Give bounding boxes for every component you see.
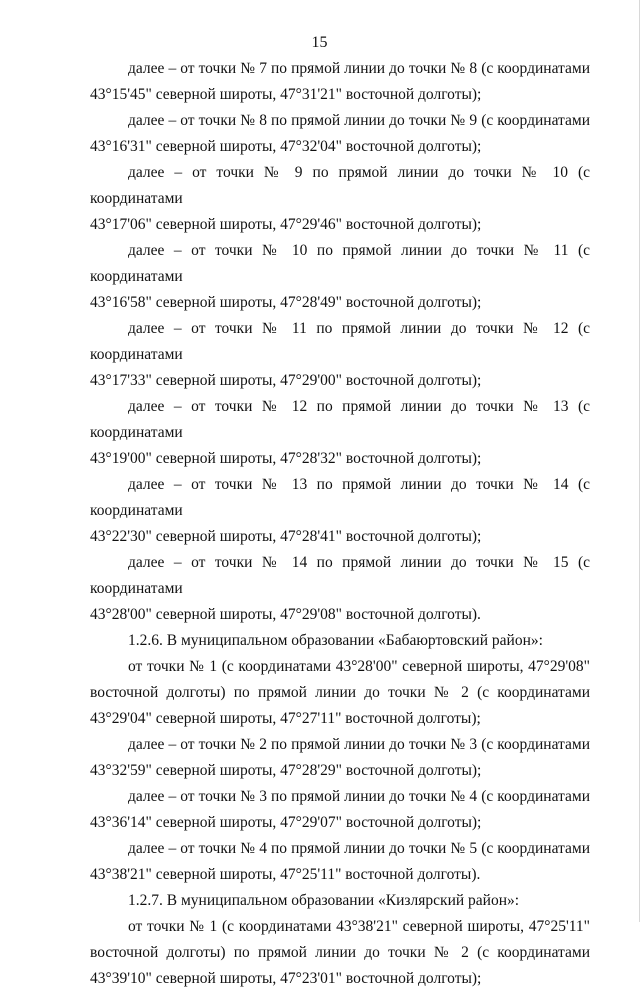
paragraph-line: далее – от точки № 10 по прямой линии до точки № 11 (с координатами: [90, 242, 590, 285]
paragraph-line: далее – от точки № 9 по прямой линии до точки № 10 (с координатами: [90, 164, 590, 207]
section-heading: 1.2.6. В муниципальном образовании «Бабаюртовский район»:: [128, 632, 543, 649]
paragraph: [90, 316, 590, 394]
paragraph-line: далее – от точки № 7 по прямой линии до точки № 8 (с координатами: [128, 60, 590, 77]
paragraph-line: далее – от точки № 2 по прямой линии до точки № 3 (с координатами: [128, 736, 590, 753]
paragraph-line: от точки № 1 (с координатами 43°28'00" северной широты, 47°29'08": [128, 658, 590, 675]
paragraph: [90, 784, 590, 836]
paragraph-line: от точки № 1 (с координатами 43°38'21" северной широты, 47°25'11": [128, 918, 590, 935]
paragraph-line: далее – от точки № 8 по прямой линии до точки № 9 (с координатами: [128, 112, 590, 129]
paragraph-line: 43°32'59" северной широты, 47°28'29" восточной долготы);: [90, 762, 482, 779]
paragraph: [90, 732, 590, 784]
paragraph: [90, 914, 590, 992]
paragraph: [90, 472, 590, 550]
paragraph-line: далее – от точки № 14 по прямой линии до точки № 15 (с координатами: [90, 554, 590, 597]
paragraph-line: 43°17'33" северной широты, 47°29'00" восточной долготы);: [90, 372, 482, 389]
paragraph: [90, 836, 590, 888]
paragraph-line: 43°29'04" северной широты, 47°27'11" восточной долготы);: [90, 710, 481, 727]
paragraph: [90, 550, 590, 628]
paragraph-line: далее – от точки № 4 по прямой линии до точки № 5 (с координатами: [128, 840, 590, 857]
paragraph-line: далее – от точки № 13 по прямой линии до точки № 14 (с координатами: [90, 476, 590, 519]
paragraph-line: 43°28'00" северной широты, 47°29'08" восточной долготы).: [90, 606, 481, 623]
paragraph-line: восточной долготы) по прямой линии до точки № 2 (с координатами: [90, 944, 590, 961]
paragraph: [90, 160, 590, 238]
paragraph: [90, 654, 590, 732]
paragraph: [90, 238, 590, 316]
paragraph-line: 43°19'00" северной широты, 47°28'32" восточной долготы);: [90, 450, 482, 467]
paragraph-line: далее – от точки № 11 по прямой линии до точки № 12 (с координатами: [90, 320, 590, 363]
document-body: [90, 56, 590, 992]
section-heading: 1.2.7. В муниципальном образовании «Кизлярский район»:: [128, 892, 520, 909]
paragraph: [90, 56, 590, 108]
paragraph-line: 43°39'10" северной широты, 47°23'01" восточной долготы);: [90, 970, 482, 987]
paragraph-line: 43°16'58" северной широты, 47°28'49" восточной долготы);: [90, 294, 482, 311]
paragraph-line: далее – от точки № 3 по прямой линии до точки № 4 (с координатами: [128, 788, 590, 805]
paragraph: [90, 394, 590, 472]
paragraph-line: далее – от точки № 12 по прямой линии до точки № 13 (с координатами: [90, 398, 590, 441]
paragraph-line: 43°17'06" северной широты, 47°29'46" восточной долготы);: [90, 216, 482, 233]
paragraph-line: 43°15'45" северной широты, 47°31'21" восточной долготы);: [90, 86, 482, 103]
paragraph: [90, 108, 590, 160]
paragraph-line: 43°38'21" северной широты, 47°25'11" восточной долготы).: [90, 866, 481, 883]
paragraph-line: 43°22'30" северной широты, 47°28'41" восточной долготы);: [90, 528, 482, 545]
paragraph-line: восточной долготы) по прямой линии до точки № 2 (с координатами: [90, 684, 590, 701]
page-number: 15: [311, 34, 328, 51]
paragraph-line: 43°16'31" северной широты, 47°32'04" восточной долготы);: [90, 138, 482, 155]
paragraph-line: 43°36'14" северной широты, 47°29'07" восточной долготы);: [90, 814, 482, 831]
